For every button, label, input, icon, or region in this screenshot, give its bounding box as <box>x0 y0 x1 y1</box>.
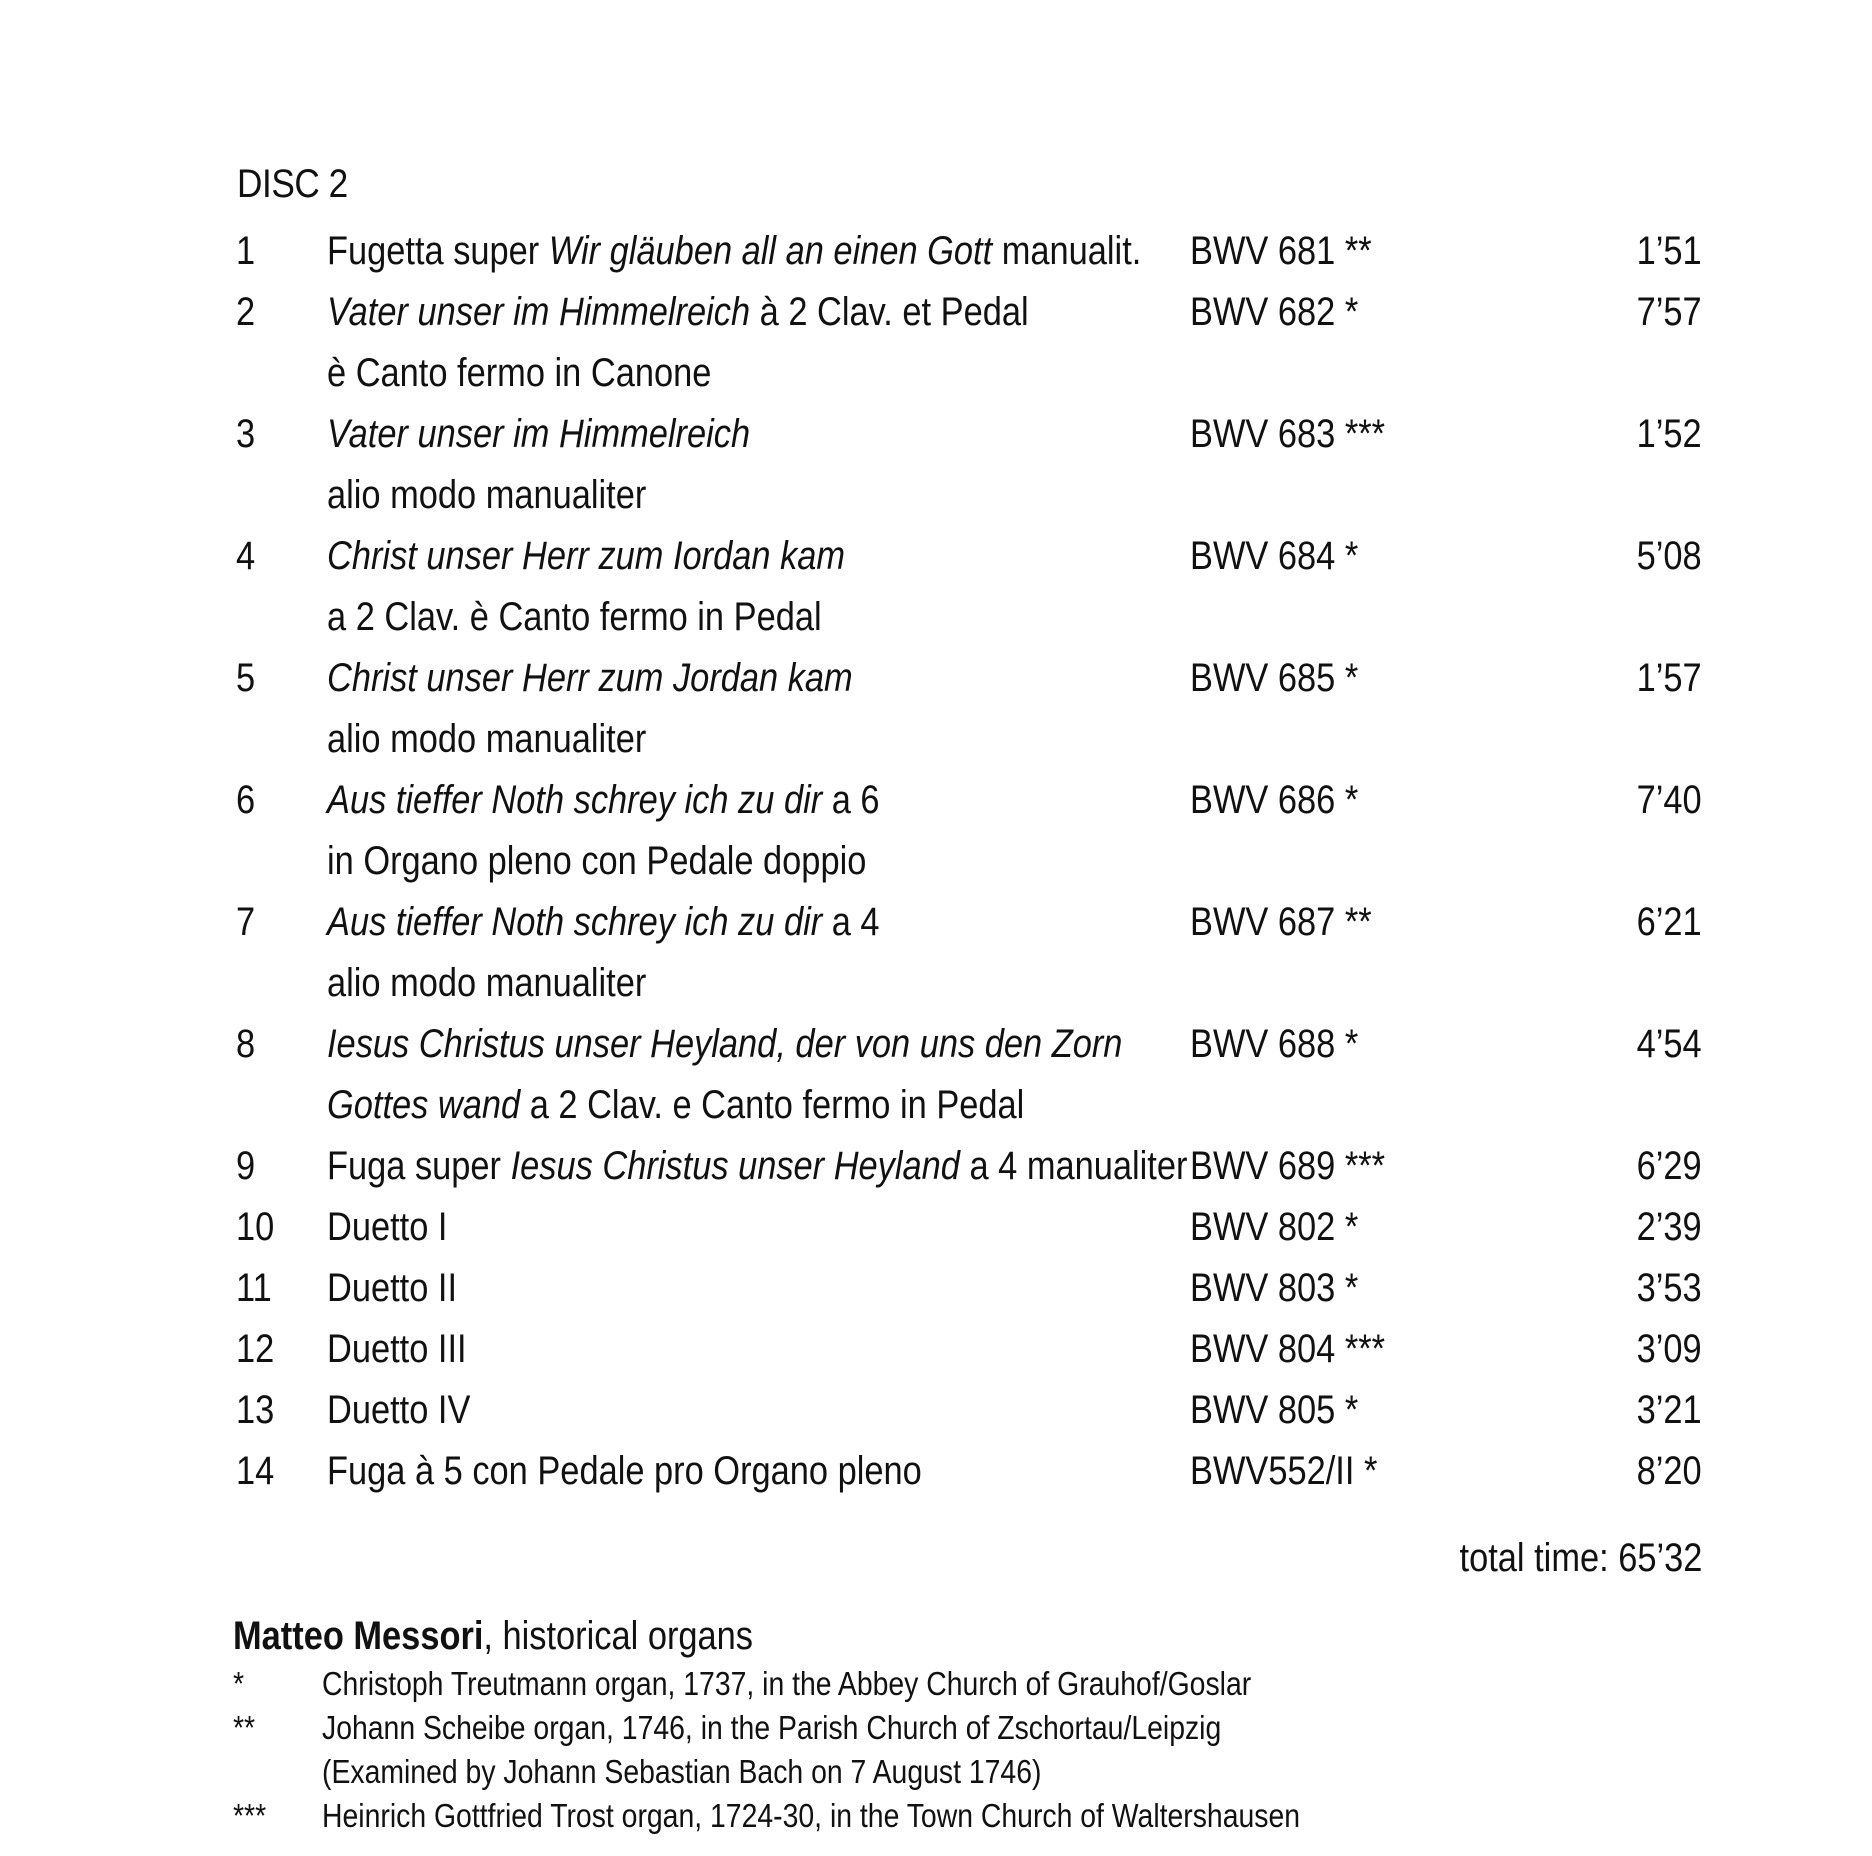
track-title-italic: Aus tieffer Noth schrey ich zu dir <box>327 900 823 944</box>
track-number: 9 <box>236 1144 256 1188</box>
organ-note <box>0 1706 1872 1750</box>
track-title-line <box>327 709 646 770</box>
organ-note <box>0 1750 1872 1794</box>
track-title-text: Duetto I <box>327 1205 448 1249</box>
track-title-line <box>327 404 750 465</box>
track-bwv: BWV 685 * <box>1190 656 1359 700</box>
track-title-line <box>327 465 646 526</box>
disc-title: DISC 2 <box>237 162 348 206</box>
track-title-text: a 4 manualiter <box>959 1144 1188 1188</box>
track-row <box>0 282 1872 404</box>
track-row <box>0 892 1872 1014</box>
track-number: 11 <box>236 1266 272 1310</box>
track-title-text: Duetto III <box>327 1327 467 1371</box>
track-number: 4 <box>236 534 256 578</box>
track-duration: 8’20 <box>1636 1449 1702 1493</box>
track-row <box>0 526 1872 648</box>
track-duration: 7’57 <box>1636 290 1702 334</box>
track-title-text: a 6 <box>822 778 880 822</box>
track-bwv: BWV 688 * <box>1190 1022 1359 1066</box>
track-bwv: BWV 803 * <box>1190 1266 1359 1310</box>
track-title-line <box>327 648 853 709</box>
track-bwv: BWV 805 * <box>1190 1388 1359 1432</box>
note-text: Christoph Treutmann organ, 1737, in the Abbey Church of Grauhof/Goslar <box>322 1665 1252 1702</box>
track-title-text: Fuga super <box>327 1144 511 1188</box>
track-title-italic: Aus tieffer Noth schrey ich zu dir <box>327 778 823 822</box>
track-bwv: BWV 683 *** <box>1190 412 1386 456</box>
track-title-text: Fuga à 5 con Pedale pro Organo pleno <box>327 1449 922 1493</box>
track-title-italic: Iesus Christus unser Heyland, der von uns den Zorn <box>327 1022 1123 1066</box>
track-row <box>0 221 1872 282</box>
track-title-line <box>327 282 1029 343</box>
track-bwv: BWV 684 * <box>1190 534 1359 578</box>
track-row <box>0 1136 1872 1197</box>
track-title-text: a 4 <box>822 900 880 944</box>
note-text: Johann Scheibe organ, 1746, in the Parish Church of Zschortau/Leipzig <box>322 1709 1222 1746</box>
note-marker: *** <box>233 1797 267 1834</box>
note-text: Heinrich Gottfried Trost organ, 1724-30, in the Town Church of Waltershausen <box>322 1797 1301 1834</box>
performer-line <box>233 1606 753 1667</box>
track-duration: 6’29 <box>1636 1144 1702 1188</box>
track-row <box>0 1258 1872 1319</box>
track-row <box>0 1441 1872 1502</box>
track-title-italic: Wir gläuben all an einen Gott <box>548 229 993 273</box>
track-row <box>0 770 1872 892</box>
track-row <box>0 1380 1872 1441</box>
track-title-line <box>327 1319 467 1380</box>
track-title-line <box>327 831 866 892</box>
track-row <box>0 404 1872 526</box>
note-text: (Examined by Johann Sebastian Bach on 7 August 1746) <box>322 1753 1042 1790</box>
track-number: 13 <box>236 1388 275 1432</box>
track-duration: 5’08 <box>1636 534 1702 578</box>
track-title-italic: Vater unser im Himmelreich <box>327 412 751 456</box>
track-title-line <box>327 892 880 953</box>
track-title-line <box>327 221 1141 282</box>
track-title-line <box>327 1136 1187 1197</box>
track-title-line <box>327 770 880 831</box>
track-title-text: è Canto fermo in Canone <box>327 351 712 395</box>
track-number: 12 <box>236 1327 275 1371</box>
track-number: 14 <box>236 1449 275 1493</box>
organ-note <box>0 1662 1872 1706</box>
track-title-italic: Iesus Christus unser Heyland <box>510 1144 960 1188</box>
track-title-line <box>327 587 822 648</box>
performer-role: , historical organs <box>483 1614 754 1658</box>
track-bwv: BWV 682 * <box>1190 290 1359 334</box>
track-title-text: Fugetta super <box>327 229 549 273</box>
track-title-line <box>327 343 711 404</box>
track-title-line <box>327 1258 457 1319</box>
track-title-italic: Christ unser Herr zum Iordan kam <box>327 534 846 578</box>
track-duration: 1’51 <box>1636 229 1702 273</box>
track-number: 5 <box>236 656 256 700</box>
track-title-text: Duetto IV <box>327 1388 471 1432</box>
track-title-line <box>327 1075 1024 1136</box>
track-bwv: BWV 802 * <box>1190 1205 1359 1249</box>
track-title-line <box>327 526 845 587</box>
track-title-text: alio modo manualiter <box>327 473 647 517</box>
track-title-line <box>327 1441 922 1502</box>
track-title-text: alio modo manualiter <box>327 961 647 1005</box>
track-title-italic: Vater unser im Himmelreich <box>327 290 751 334</box>
track-title-italic: Gottes wand <box>327 1083 521 1127</box>
note-marker: * <box>233 1665 245 1702</box>
track-bwv: BWV 804 *** <box>1190 1327 1386 1371</box>
track-duration: 3’09 <box>1636 1327 1702 1371</box>
track-title-text: Duetto II <box>327 1266 458 1310</box>
track-number: 3 <box>236 412 256 456</box>
track-bwv: BWV 686 * <box>1190 778 1359 822</box>
performer-name: Matteo Messori <box>233 1614 484 1658</box>
track-title-text: a 2 Clav. e Canto fermo in Pedal <box>520 1083 1025 1127</box>
organ-note <box>0 1794 1872 1838</box>
track-row <box>0 648 1872 770</box>
track-title-line <box>327 1197 447 1258</box>
track-title-line <box>327 1014 1122 1075</box>
track-row <box>0 1014 1872 1136</box>
track-title-text: a 2 Clav. è Canto fermo in Pedal <box>327 595 822 639</box>
track-number: 10 <box>236 1205 275 1249</box>
track-number: 8 <box>236 1022 256 1066</box>
track-bwv: BWV 687 ** <box>1190 900 1372 944</box>
track-row <box>0 1197 1872 1258</box>
note-marker: ** <box>233 1709 256 1746</box>
track-duration: 3’21 <box>1636 1388 1702 1432</box>
track-title-line <box>327 1380 470 1441</box>
track-bwv: BWV552/II * <box>1190 1449 1378 1493</box>
total-time: total time: 65’32 <box>1459 1536 1702 1580</box>
track-bwv: BWV 689 *** <box>1190 1144 1386 1188</box>
track-duration: 7’40 <box>1636 778 1702 822</box>
track-title-line <box>327 953 646 1014</box>
track-title-text: à 2 Clav. et Pedal <box>750 290 1029 334</box>
track-title-text: alio modo manualiter <box>327 717 647 761</box>
track-duration: 2’39 <box>1636 1205 1702 1249</box>
track-title-italic: Christ unser Herr zum Jordan kam <box>327 656 853 700</box>
track-duration: 4’54 <box>1636 1022 1702 1066</box>
track-number: 1 <box>236 229 256 273</box>
track-duration: 3’53 <box>1636 1266 1702 1310</box>
track-number: 2 <box>236 290 256 334</box>
track-number: 6 <box>236 778 256 822</box>
track-bwv: BWV 681 ** <box>1190 229 1372 273</box>
track-duration: 1’52 <box>1636 412 1702 456</box>
track-title-text: manualit. <box>992 229 1142 273</box>
track-number: 7 <box>236 900 256 944</box>
track-row <box>0 1319 1872 1380</box>
track-duration: 6’21 <box>1636 900 1702 944</box>
track-title-text: in Organo pleno con Pedale doppio <box>327 839 867 883</box>
track-duration: 1’57 <box>1636 656 1702 700</box>
